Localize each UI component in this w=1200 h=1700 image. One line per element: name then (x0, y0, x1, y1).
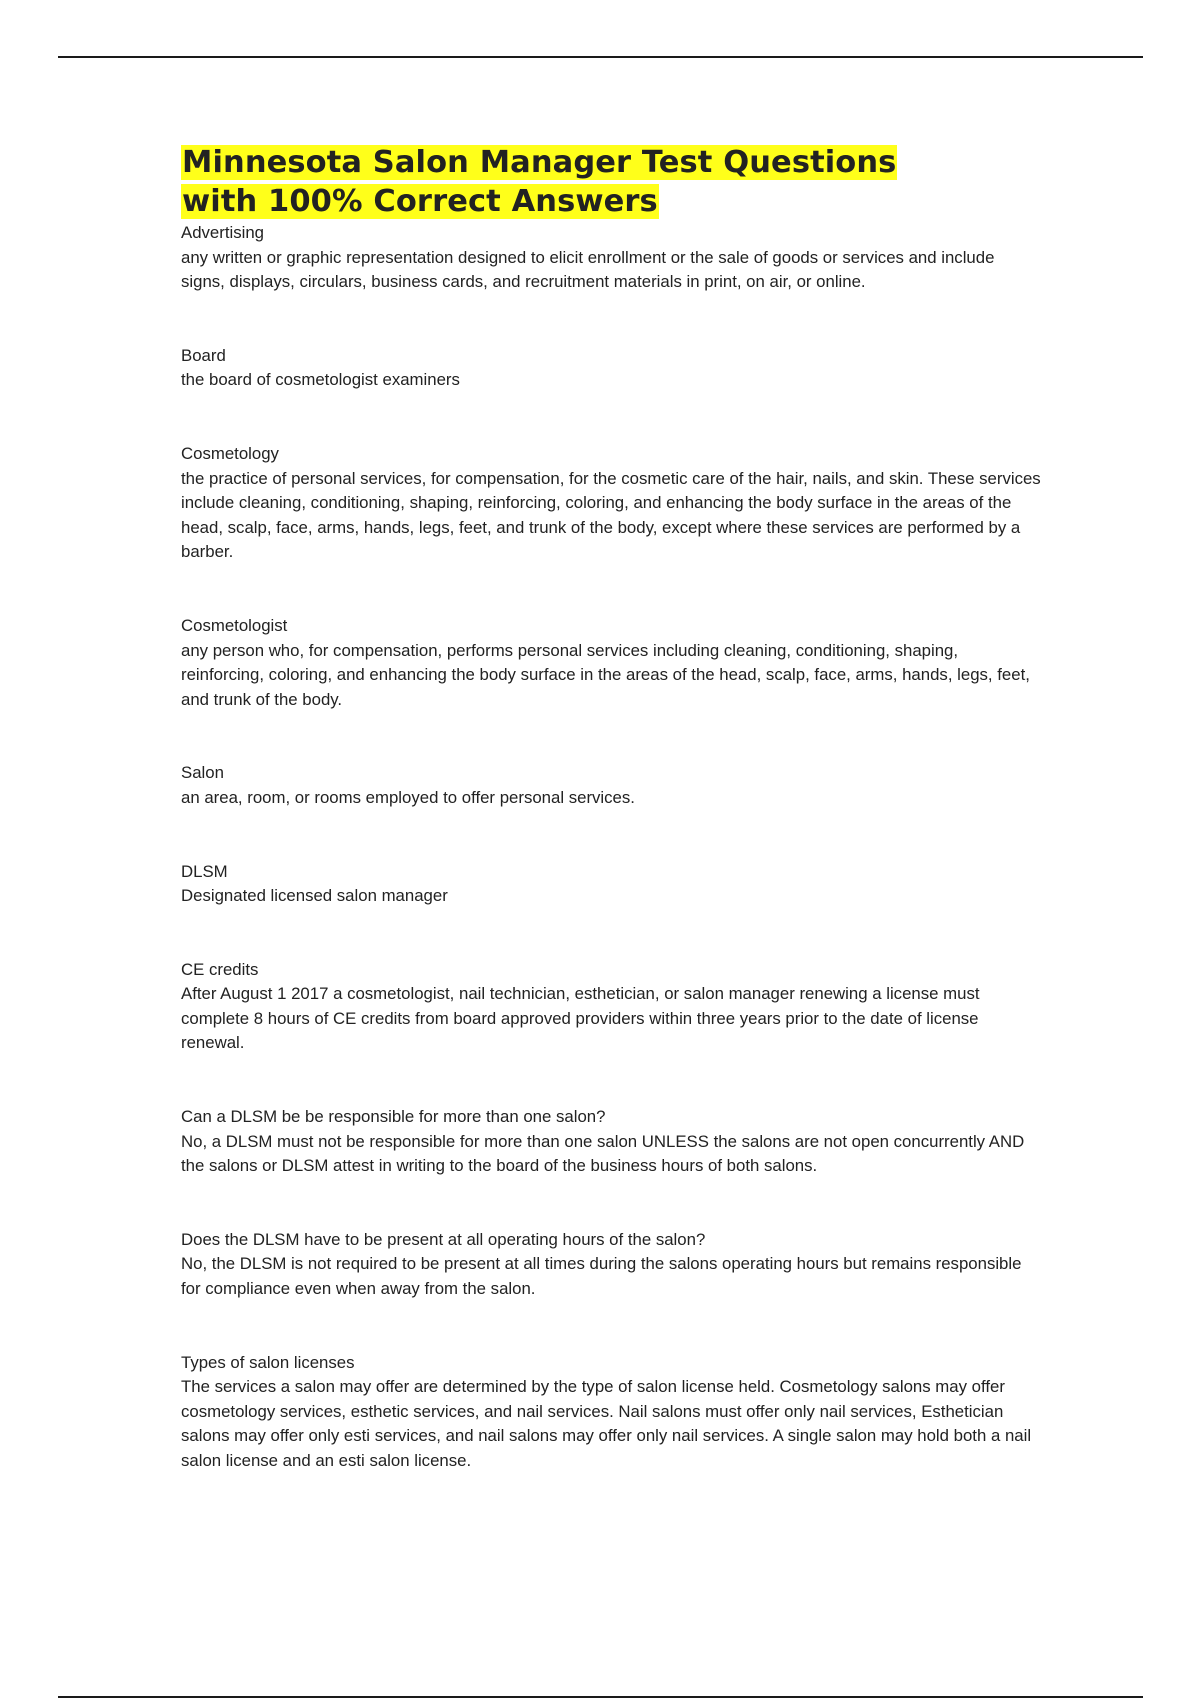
entry-term: Advertising (181, 223, 265, 242)
entry-term: Types of salon licenses (181, 1352, 355, 1372)
entry-definition: Designated licensed salon manager (181, 886, 448, 906)
entry-board (181, 344, 1041, 393)
entry-cosmetologist (181, 614, 1041, 712)
title-line-1: Minnesota Salon Manager Test Questions (182, 145, 897, 180)
entry-term: Does the DLSM have to be present at all operating hours of the salon? (181, 1229, 706, 1249)
entry-dlsm (181, 860, 1041, 909)
entry-dlsm-presence (181, 1228, 1041, 1302)
entry-ce-credits (181, 958, 1041, 1056)
entry-definition: No, a DLSM must not be responsible for more than one salon UNLESS the salons are not open concurrently AND the salons or DLSM attest in writing to the board of the business hours of both salons. (181, 1131, 1025, 1176)
entry-definition: any person who, for compensation, performs personal services including cleaning, conditioning, shaping, reinforcing, coloring, and enhancing the body surface in the areas of the head, scalp, face, arms, hands, legs, feet, and trunk of the body. (181, 640, 1030, 709)
top-rule (58, 56, 1143, 58)
document-title (181, 143, 1041, 221)
entry-salon (181, 761, 1041, 810)
document-content (181, 143, 1041, 1474)
entry-term: Board (181, 345, 226, 365)
entry-advertising (181, 221, 1041, 295)
entry-term: DLSM (181, 861, 228, 881)
entry-term: Cosmetologist (181, 615, 288, 635)
bottom-rule (58, 1696, 1143, 1698)
entry-cosmetology (181, 442, 1041, 565)
entry-term: Salon (181, 763, 224, 783)
entry-term: Cosmetology (181, 443, 279, 463)
title-line-2: with 100% Correct Answers (182, 184, 658, 219)
entry-definition: any written or graphic representation designed to elicit enrollment or the sale of goods or services and include signs, displays, circulars, business cards, and recruitment materials in print, on air, or online. (181, 247, 995, 292)
entry-term: Can a DLSM be be responsible for more than one salon? (181, 1107, 606, 1127)
entry-salon-license-types (181, 1351, 1041, 1474)
entry-definition: an area, room, or rooms employed to offer personal services. (181, 787, 635, 807)
entry-definition: After August 1 2017 a cosmetologist, nail technician, esthetician, or salon manager renewing a license must complete 8 hours of CE credits from board approved providers within three years prior to the date of license renewal. (181, 984, 980, 1053)
entry-dlsm-multiple-salons (181, 1105, 1041, 1179)
entry-definition: The services a salon may offer are determined by the type of salon license held. Cosmetology salons may offer cosmetology services, esthetic services, and nail services. Nail salons must offer only nail services, Esthetician salons may offer only esti services, and nail salons may offer only nail services. A single salon may hold both a nail salon license and an esti salon license. (181, 1377, 1032, 1470)
entry-definition: No, the DLSM is not required to be present at all times during the salons operating hours but remains responsible for compliance even when away from the salon. (181, 1254, 1022, 1299)
entry-term: CE credits (181, 959, 259, 979)
entry-definition: the board of cosmetologist examiners (181, 370, 460, 390)
entry-definition: the practice of personal services, for compensation, for the cosmetic care of the hair, nails, and skin. These services include cleaning, conditioning, shaping, reinforcing, coloring, and enhancing the body surface in the areas of the head, scalp, face, arms, hands, legs, feet, and trunk of the body, except where these services are performed by a barber. (181, 468, 1041, 562)
